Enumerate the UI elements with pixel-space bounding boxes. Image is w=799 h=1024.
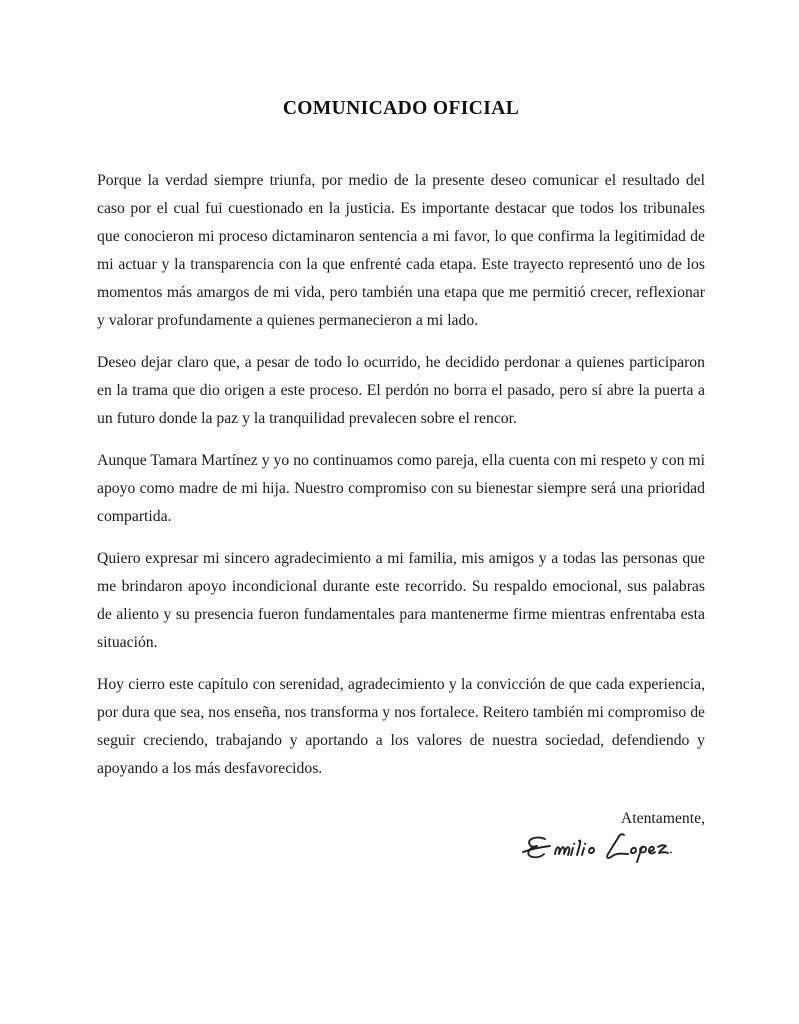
- signature: [522, 832, 672, 866]
- closing-block: [97, 809, 705, 871]
- paragraph-3: Aunque Tamara Martínez y yo no continuamos como pareja, ella cuenta con mi respeto y con mi apoyo como madre de mi hija. Nuestro compromiso con su bienestar siempre será una prioridad compartida.: [97, 452, 705, 525]
- closing-salutation: Atentamente,: [620, 810, 705, 827]
- paragraph-1: Porque la verdad siempre triunfa, por medio de la presente deseo comunicar el resultado del caso por el cual fui cuestionado en la justicia. Es importante destacar que todos los tribunales que conocieron mi proceso dictaminaron sentencia a mi favor, lo que confirma la legitimidad de mi actuar y la transparencia con la que enfrenté cada etapa. Este trayecto representó uno de los momentos más amargos de mi vida, pero también una etapa que me permitió crecer, reflexionar y valorar profundamente a quienes permanecieron a mi lado.: [97, 172, 705, 329]
- document-title: COMUNICADO OFICIAL: [282, 98, 520, 119]
- paragraph-2: Deseo dejar claro que, a pesar de todo lo ocurrido, he decidido perdonar a quienes participaron en la trama que dio origen a este proceso. El perdón no borra el pasado, pero sí abre la puerta a un futuro donde la paz y la tranquilidad prevalecen sobre el rencor.: [97, 354, 705, 427]
- paragraph-5: Hoy cierro este capítulo con serenidad, agradecimiento y la convicción de que cada experiencia, por dura que sea, nos enseña, nos transforma y nos fortalece. Reitero también mi compromiso de seguir creciendo, trabajando y aportando a los valores de nuestra sociedad, defendiendo y apoyando a los más desfavorecidos.: [97, 676, 705, 777]
- signature-handwriting-icon: [522, 832, 672, 866]
- paragraph-4: Quiero expresar mi sincero agradecimiento a mi familia, mis amigos y a todas las personas que me brindaron apoyo incondicional durante este recorrido. Su respaldo emocional, sus palabras de aliento y su presencia fueron fundamentales para mantenerme firme mientras enfrentaba esta situación.: [97, 550, 705, 651]
- signature-name-text: [672, 866, 673, 867]
- letter-body: [97, 167, 705, 783]
